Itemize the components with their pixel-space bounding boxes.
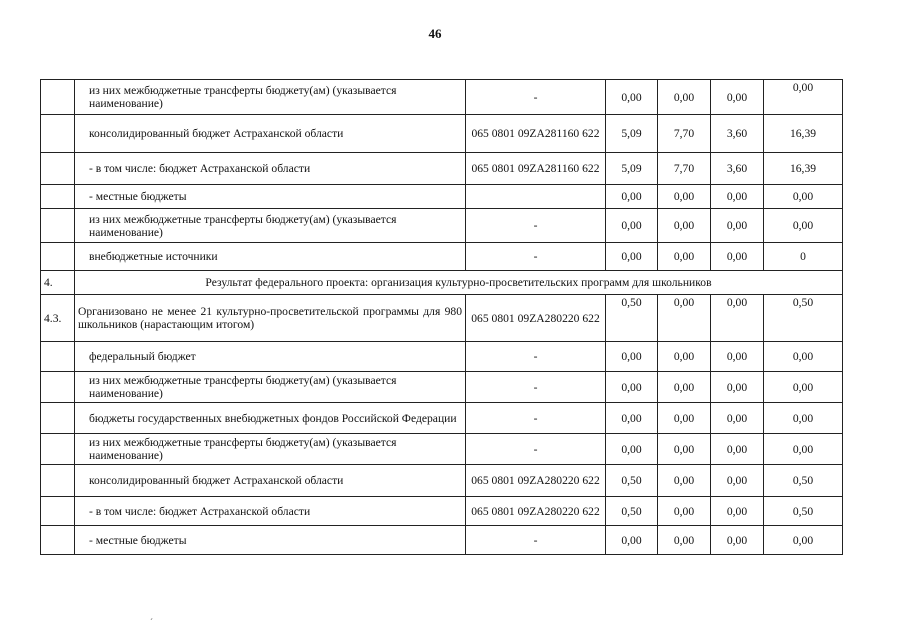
value-year-2: 0,00 xyxy=(658,526,711,555)
row-number xyxy=(41,526,75,555)
value-year-2: 0,00 xyxy=(658,243,711,271)
scan-mark: ´ xyxy=(150,617,153,627)
value-year-3: 0,00 xyxy=(711,372,764,403)
row-number xyxy=(41,115,75,153)
value-year-1: 0,00 xyxy=(606,403,658,434)
value-total: 0,00 xyxy=(764,342,843,372)
value-year-3: 0,00 xyxy=(711,185,764,209)
value-year-1: 0,00 xyxy=(606,80,658,115)
value-year-3: 0,00 xyxy=(711,209,764,243)
budget-code: - xyxy=(466,403,606,434)
row-number xyxy=(41,403,75,434)
table-row xyxy=(41,342,843,372)
value-year-1: 0,00 xyxy=(606,372,658,403)
row-number xyxy=(41,342,75,372)
table-row xyxy=(41,434,843,465)
row-name: из них межбюджетные трансферты бюджету(ам) (указывается наименование) xyxy=(75,372,466,403)
row-number xyxy=(41,185,75,209)
budget-code: - xyxy=(466,243,606,271)
page-number: 46 xyxy=(428,26,442,41)
table-row xyxy=(41,372,843,403)
budget-code: 065 0801 09ZA280220 622 xyxy=(466,465,606,497)
table-row xyxy=(41,243,843,271)
budget-code: 065 0801 09ZA281160 622 xyxy=(466,115,606,153)
value-year-3: 0,00 xyxy=(711,434,764,465)
budget-code: 065 0801 09ZA281160 622 xyxy=(466,153,606,185)
row-name: - местные бюджеты xyxy=(75,185,466,209)
value-year-1: 0,50 xyxy=(606,497,658,526)
budget-code: - xyxy=(466,209,606,243)
value-total: 0,50 xyxy=(764,295,843,342)
table-row xyxy=(41,295,843,342)
table-row xyxy=(41,403,843,434)
row-number xyxy=(41,80,75,115)
value-year-2: 0,00 xyxy=(658,185,711,209)
budget-table xyxy=(40,79,843,555)
value-total: 0,00 xyxy=(764,80,843,115)
budget-code: - xyxy=(466,372,606,403)
table-row xyxy=(41,209,843,243)
value-year-3: 0,00 xyxy=(711,243,764,271)
value-year-3: 0,00 xyxy=(711,80,764,115)
row-name: - в том числе: бюджет Астраханской области xyxy=(75,497,466,526)
table-body-top xyxy=(41,80,843,271)
row-name: из них межбюджетные трансферты бюджету(ам) (указывается наименование) xyxy=(75,209,466,243)
row-name: консолидированный бюджет Астраханской области xyxy=(75,465,466,497)
row-name: - местные бюджеты xyxy=(75,526,466,555)
value-year-1: 0,50 xyxy=(606,295,658,342)
row-name: - в том числе: бюджет Астраханской области xyxy=(75,153,466,185)
row-number xyxy=(41,465,75,497)
table-row xyxy=(41,115,843,153)
value-total: 0,00 xyxy=(764,403,843,434)
value-year-1: 0,00 xyxy=(606,342,658,372)
value-total: 0,50 xyxy=(764,465,843,497)
row-number xyxy=(41,372,75,403)
value-year-1: 0,50 xyxy=(606,465,658,497)
value-year-1: 0,00 xyxy=(606,209,658,243)
value-year-1: 0,00 xyxy=(606,185,658,209)
row-name: консолидированный бюджет Астраханской области xyxy=(75,115,466,153)
budget-code: 065 0801 09ZA280220 622 xyxy=(466,295,606,342)
table-row xyxy=(41,497,843,526)
budget-code: - xyxy=(466,434,606,465)
value-year-2: 0,00 xyxy=(658,342,711,372)
value-year-2: 0,00 xyxy=(658,497,711,526)
value-total: 0,00 xyxy=(764,526,843,555)
table-row xyxy=(41,185,843,209)
value-year-2: 7,70 xyxy=(658,153,711,185)
value-year-2: 0,00 xyxy=(658,465,711,497)
row-name: бюджеты государственных внебюджетных фондов Российской Федерации xyxy=(75,403,466,434)
value-year-1: 5,09 xyxy=(606,153,658,185)
section-row xyxy=(41,271,843,295)
value-year-2: 0,00 xyxy=(658,434,711,465)
section-header-body xyxy=(41,271,843,295)
budget-code: - xyxy=(466,342,606,372)
row-number xyxy=(41,209,75,243)
value-year-3: 0,00 xyxy=(711,497,764,526)
table-row xyxy=(41,80,843,115)
value-year-3: 0,00 xyxy=(711,295,764,342)
value-total: 0,00 xyxy=(764,209,843,243)
row-name: Организовано не менее 21 культурно-просветительской программы для 980 школьников (нарастающим итогом) xyxy=(75,295,466,342)
value-total: 0,00 xyxy=(764,372,843,403)
value-year-2: 0,00 xyxy=(658,295,711,342)
value-year-2: 0,00 xyxy=(658,403,711,434)
budget-code: - xyxy=(466,526,606,555)
budget-code: 065 0801 09ZA280220 622 xyxy=(466,497,606,526)
value-year-2: 0,00 xyxy=(658,80,711,115)
row-number xyxy=(41,153,75,185)
table-row xyxy=(41,465,843,497)
value-total: 0,50 xyxy=(764,497,843,526)
row-number xyxy=(41,243,75,271)
value-year-1: 0,00 xyxy=(606,243,658,271)
row-name: внебюджетные источники xyxy=(75,243,466,271)
value-year-2: 0,00 xyxy=(658,209,711,243)
row-name: из них межбюджетные трансферты бюджету(ам) (указывается наименование) xyxy=(75,80,466,115)
value-year-3: 0,00 xyxy=(711,465,764,497)
section-title: Результат федерального проекта: организация культурно-просветительских программ для школьников xyxy=(75,271,843,295)
value-total: 16,39 xyxy=(764,115,843,153)
table-row xyxy=(41,153,843,185)
table-body-bottom xyxy=(41,295,843,555)
table-row xyxy=(41,526,843,555)
row-number xyxy=(41,434,75,465)
value-year-1: 0,00 xyxy=(606,526,658,555)
row-name: федеральный бюджет xyxy=(75,342,466,372)
section-number: 4. xyxy=(41,271,75,295)
value-year-1: 5,09 xyxy=(606,115,658,153)
value-total: 0 xyxy=(764,243,843,271)
row-number xyxy=(41,497,75,526)
value-year-3: 0,00 xyxy=(711,342,764,372)
value-year-1: 0,00 xyxy=(606,434,658,465)
value-total: 16,39 xyxy=(764,153,843,185)
value-year-3: 3,60 xyxy=(711,153,764,185)
budget-code: - xyxy=(466,80,606,115)
budget-code xyxy=(466,185,606,209)
value-year-3: 3,60 xyxy=(711,115,764,153)
value-year-3: 0,00 xyxy=(711,403,764,434)
value-total: 0,00 xyxy=(764,185,843,209)
row-name: из них межбюджетные трансферты бюджету(ам) (указывается наименование) xyxy=(75,434,466,465)
value-year-3: 0,00 xyxy=(711,526,764,555)
row-number: 4.3. xyxy=(41,295,75,342)
value-total: 0,00 xyxy=(764,434,843,465)
value-year-2: 0,00 xyxy=(658,372,711,403)
value-year-2: 7,70 xyxy=(658,115,711,153)
